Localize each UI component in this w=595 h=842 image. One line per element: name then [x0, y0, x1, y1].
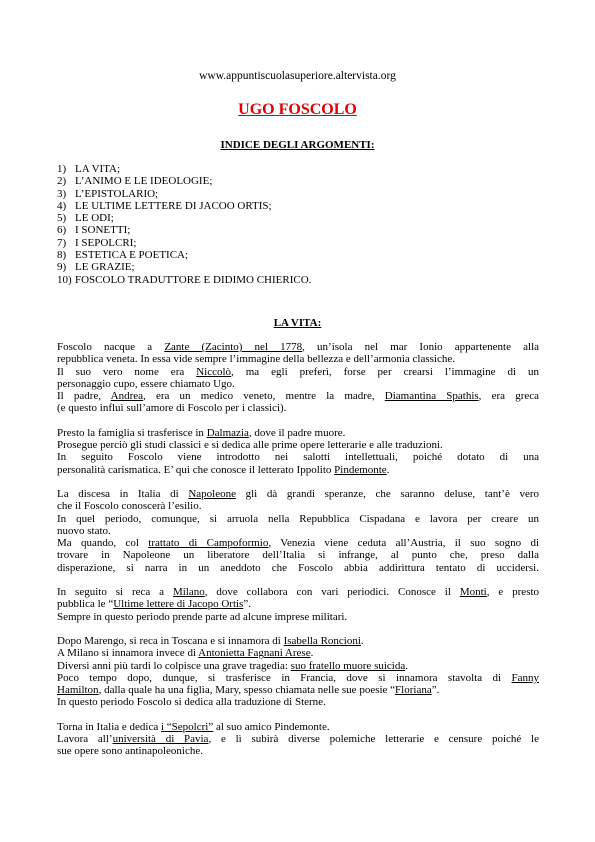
- text-line: repubblica veneta. In essa vide sempre l’immagine della bellezza e dell’armonia classiche.: [57, 353, 455, 366]
- text-line: (e questo influì sull’amore di Foscolo per i classici).: [57, 402, 287, 415]
- site-url[interactable]: www.appuntiscuolasuperiore.altervista.org: [199, 70, 396, 82]
- text-line: In seguito Foscolo viene introdotto nei salotti intellettuali, poiché dotato di una: [57, 451, 539, 464]
- index-item: 5) LE ODI;: [57, 212, 114, 225]
- link-monti: Monti: [459, 586, 487, 598]
- section-body: [57, 341, 539, 758]
- text-line: pubblica le “Ultime lettere di Jacopo Ortis”.: [57, 598, 251, 611]
- link-hamilton: Hamilton: [57, 684, 99, 696]
- text-line: disperazione, si narra in un aneddoto che Foscolo abbia addirittura tentato di uccidersi.: [57, 561, 539, 574]
- text-line: Dopo Marengo, si reca in Toscana e si innamora di Isabella Roncioni.: [57, 635, 364, 647]
- link-napoleone: Napoleone: [188, 488, 236, 500]
- link-campoformio: trattato di Campoformio: [148, 537, 269, 549]
- index-item: 7) I SEPOLCRI;: [57, 236, 137, 249]
- link-pindemonte: Pindemonte: [334, 463, 387, 476]
- link-andrea: Andrea: [110, 390, 144, 402]
- text-line: A Milano si innamora invece di Antonietta Fagnani Arese.: [57, 647, 314, 660]
- link-floriana: Floriana: [395, 684, 432, 696]
- text-line: Sempre in questo periodo prende parte ad alcune imprese militari.: [57, 610, 348, 623]
- link-universita-pavia: università di Pavia: [112, 733, 209, 745]
- link-isabella-roncioni: Isabella Roncioni: [283, 635, 361, 647]
- link-fanny: Fanny: [511, 671, 539, 684]
- link-zante: Zante (Zacinto) nel 1778: [164, 341, 303, 353]
- text-line: La discesa in Italia di Napoleone gli dà grandi speranze, che saranno deluse, tant’è vero: [57, 488, 539, 500]
- text-line: Il suo vero nome era Niccolò, ma egli preferì, forse per crearsi l’immagine di un: [57, 365, 539, 378]
- index-item: 10) FOSCOLO TRADUTTORE E DIDIMO CHIERICO.: [57, 273, 312, 286]
- index-item: 3) L’EPISTOLARIO;: [57, 187, 159, 200]
- text-line: nuovo stato.: [57, 524, 111, 537]
- text-line: Torna in Italia e dedica i “Sepolcri” al suo amico Pindemonte.: [57, 720, 330, 733]
- text-line: Ma quando, col trattato di Campoformio, Venezia viene ceduta all’Austria, il suo sogno di: [57, 537, 539, 549]
- index-item: 8) ESTETICA E POETICA;: [57, 249, 189, 262]
- text-line: Presto la famiglia si trasferisce in Dalmazia, dove il padre muore.: [57, 426, 346, 439]
- link-diamantina-spathis: Diamantina Spathis: [384, 390, 479, 402]
- text-line: personaggio cupo, essere chiamato Ugo.: [57, 377, 235, 390]
- index-item: 2) L’ANIMO E LE IDEOLOGIE;: [57, 175, 213, 188]
- text-line: Hamilton, dalla quale ha una figlia, Mary, spesso chiamata nelle sue poesie “Floriana”.: [57, 684, 440, 696]
- index-heading: INDICE DEGLI ARGOMENTI:: [220, 139, 375, 151]
- text-line: In quel periodo, comunque, si arruola nella Repubblica Cispadana e lavora per creare un: [57, 512, 539, 525]
- index-item: 6) I SONETTI;: [57, 224, 131, 237]
- index-list: [57, 163, 311, 286]
- index-item: 1) LA VITA;: [57, 163, 121, 175]
- text-line: In seguito si reca a Milano, dove collabora con vari periodici. Conosce il Monti, e presto: [57, 586, 539, 598]
- text-line: Foscolo nacque a Zante (Zacinto) nel 1778, un’isola nel mar Ionio appartenente alla: [57, 341, 539, 353]
- link-fratello-suicida: suo fratello muore suicida: [290, 659, 406, 672]
- link-dalmazia: Dalmazia: [206, 426, 249, 439]
- link-milano: Milano: [172, 586, 205, 598]
- text-line: Il padre, Andrea, era un medico veneto, mentre la madre, Diamantina Spathis, era greca: [57, 390, 539, 402]
- text-line: personalità carismatica. E’ qui che conosce il letterato Ippolito Pindemonte.: [57, 463, 390, 476]
- text-line: Prosegue perciò gli studi classici e si dedica alle prime opere letterarie e alle traduzioni.: [57, 439, 443, 451]
- text-line: In questo periodo Foscolo si dedica alla traduzione di Sterne.: [57, 696, 326, 709]
- index-item: 4) LE ULTIME LETTERE DI JACOO ORTIS;: [57, 199, 272, 212]
- text-line: sue opere sono antinapoleoniche.: [57, 745, 204, 758]
- index-item: 9) LE GRAZIE;: [57, 261, 135, 274]
- text-line: Lavora all’università di Pavia, e lì subirà diverse polemiche letterarie e censure poiché le: [57, 733, 539, 745]
- text-line: trovare in Napoleone un liberatore dell’Italia si infrange, al punto che, preso dalla: [57, 549, 539, 562]
- page-title: UGO FOSCOLO: [238, 101, 357, 118]
- link-antonietta-fagnani: Antonietta Fagnani Arese: [198, 647, 311, 660]
- text-line: Diversi anni più tardi lo colpisce una grave tragedia: suo fratello muore suicida.: [57, 659, 408, 672]
- link-jacopo-ortis: Ultime lettere di Jacopo Ortis: [113, 598, 244, 611]
- link-niccolo: Niccolò: [196, 365, 232, 378]
- section-heading: LA VITA:: [273, 317, 322, 329]
- text-line: che il Foscolo conoscerà l’esilio.: [57, 500, 202, 513]
- link-sepolcri: i “Sepolcri”: [160, 720, 214, 733]
- text-line: Poco tempo dopo, dunque, si trasferisce in Francia, dove si innamora stavolta di Fanny: [57, 671, 539, 684]
